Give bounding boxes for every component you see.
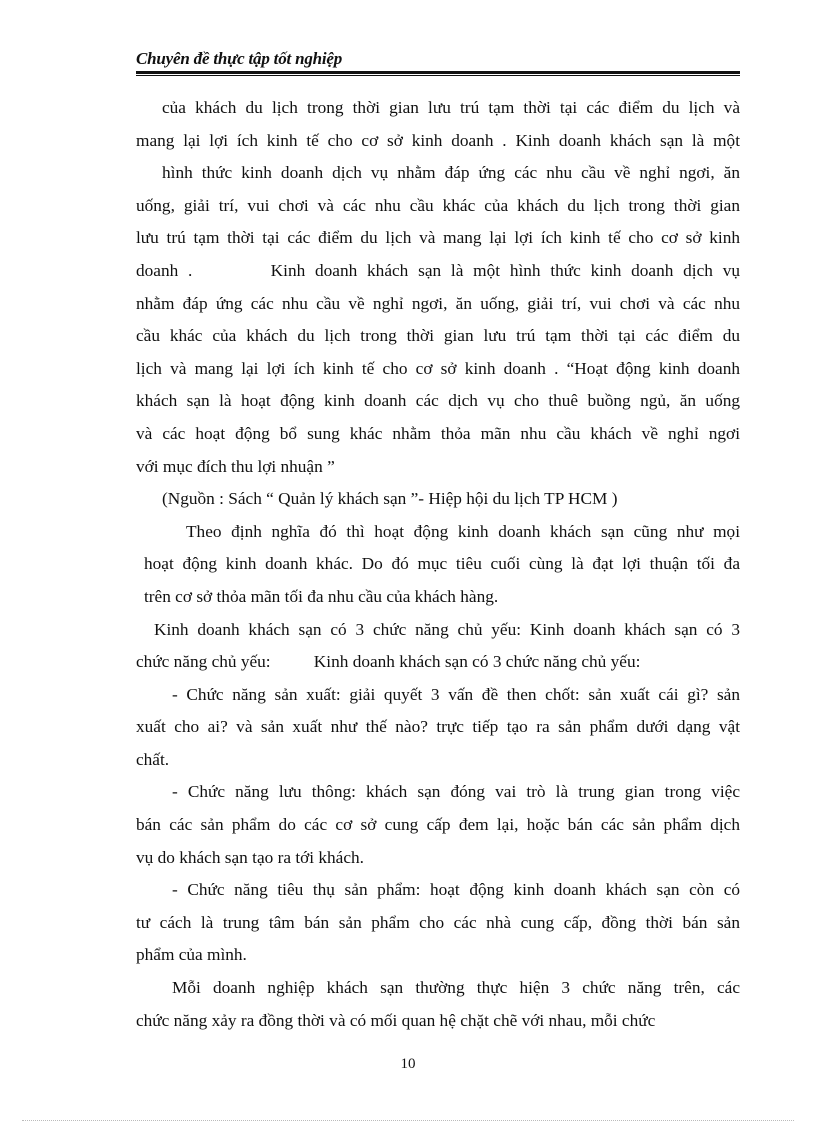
text-line: chất. (136, 749, 170, 769)
text-line: khách sạn là hoạt động kinh doanh các dịch vụ cho thuê buồng ngủ, ăn uống (136, 391, 740, 411)
text-line: (Nguồn : Sách “ Quản lý khách sạn ”- Hiệp hội du lịch TP HCM ) (162, 489, 618, 509)
text-line: - Chức năng tiêu thụ sản phẩm: hoạt động kinh doanh khách sạn còn có (172, 880, 740, 900)
text-line: với mục đích thu lợi nhuận ” (136, 456, 335, 476)
text-line: hoạt động kinh doanh khác. Do đó mục tiêu cuối cùng là đạt lợi thuận tối đa (144, 554, 740, 574)
header-rule (136, 71, 740, 74)
text-line: mang lại lợi ích kinh tế cho cơ sở kinh doanh . Kinh doanh khách sạn là một (136, 130, 740, 150)
text-line: nhằm đáp ứng các nhu cầu về nghỉ ngơi, ăn uống, giải trí, vui chơi và các nhu (136, 293, 740, 313)
text-line: Theo định nghĩa đó thì hoạt động kinh doanh khách sạn cũng như mọi (186, 521, 740, 541)
text-line: chức năng xảy ra đồng thời và có mối quan hệ chặt chẽ với nhau, mỗi chức (136, 1010, 656, 1030)
text-line: lưu trú tạm thời tại các điểm du lịch và mang lại lợi ích kinh tế cho cơ sở kinh (136, 228, 740, 248)
text-line: doanh . Kinh doanh khách sạn là một hình thức kinh doanh dịch vụ (136, 260, 740, 280)
text-line: - Chức năng sản xuất: giải quyết 3 vấn đề then chốt: sản xuất cái gì? sản (172, 684, 740, 704)
text-line: Kinh doanh khách sạn có 3 chức năng chủ yếu: Kinh doanh khách sạn có 3 (154, 619, 740, 639)
text-line: lịch và mang lại lợi ích kinh tế cho cơ sở kinh doanh . “Hoạt động kinh doanh (136, 358, 740, 378)
text-line: cầu khác của khách du lịch trong thời gian lưu trú tạm thời tại các điểm du (136, 326, 740, 346)
text-line: bán các sản phẩm do các cơ sở cung cấp đem lại, hoặc bán các sản phẩm dịch (136, 815, 740, 835)
text-line: Mỗi doanh nghiệp khách sạn thường thực hiện 3 chức năng trên, các (172, 978, 740, 998)
text-line: - Chức năng lưu thông: khách sạn đóng vai trò là trung gian trong việc (172, 782, 740, 802)
text-line: uống, giải trí, vui chơi và các nhu cầu khác của khách du lịch trong thời gian (136, 195, 740, 215)
page-number: 10 (400, 1056, 416, 1072)
text-line: của khách du lịch trong thời gian lưu trú tạm thời tại các điểm du lịch và (162, 98, 740, 117)
text-line: phẩm của mình. (136, 945, 247, 965)
text-line: trên cơ sở thỏa mãn tối đa nhu cầu của khách hàng. (144, 586, 499, 606)
text-line: xuất cho ai? và sản xuất như thế nào? trực tiếp tạo ra sản phẩm dưới dạng vật (136, 717, 740, 737)
header-title: Chuyên đề thực tập tốt nghiệp (136, 49, 343, 68)
document-body (136, 92, 740, 1037)
text-line: chức năng chủ yếu: Kinh doanh khách sạn có 3 chức năng chủ yếu: (136, 652, 641, 672)
text-line: hình thức kinh doanh dịch vụ nhằm đáp ứng các nhu cầu về nghỉ ngơi, ăn (162, 163, 740, 183)
text-line: vụ do khách sạn tạo ra tới khách. (136, 847, 364, 867)
text-line: và các hoạt động bổ sung khác nhằm thỏa mãn nhu cầu khách về nghỉ ngơi (136, 423, 740, 443)
page-header (136, 48, 740, 76)
header-rule-thin (136, 75, 740, 76)
text-line: tư cách là trung tâm bán sản phẩm cho các nhà cung cấp, đồng thời bán sản (136, 912, 740, 932)
page-bottom-border (22, 1120, 794, 1121)
